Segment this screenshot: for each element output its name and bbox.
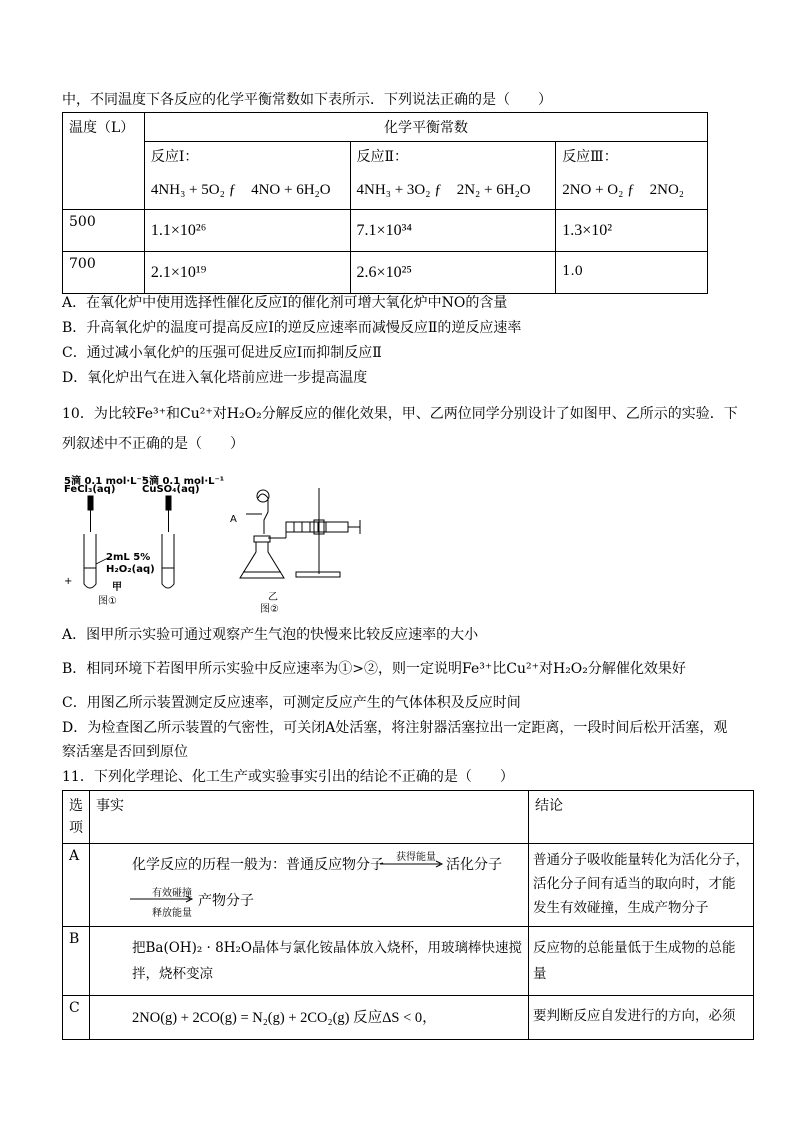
experiment-figure	[62, 468, 362, 618]
row-c-option-cell	[63, 996, 90, 1040]
reaction-2-equation: 4NH₃ + 3O₂ ƒ 2N₂ + 6H₂O	[356, 182, 531, 198]
arrow2-label-bottom: 释放能量	[152, 908, 192, 919]
k1-700-cell	[144, 252, 350, 294]
row-a-conclusion-2: 活化分子间有适当的取向时，才能	[532, 876, 736, 892]
fecl3-drops-label: 5滴 0.1 mol·L⁻¹	[64, 476, 147, 487]
conclusion-header: 结论	[534, 798, 563, 814]
fig1-label: 图①	[98, 596, 117, 607]
k3-500-cell	[556, 210, 708, 252]
reaction-3-name: 反应Ⅲ：	[562, 149, 618, 165]
row-a-conclusion-3: 发生有效碰撞，生成产物分子	[532, 900, 709, 916]
k2-500-cell	[350, 210, 556, 252]
row-a-fact-start: 化学反应的历程一般为：普通反应物分子	[132, 857, 384, 873]
q10-option-d-line2: 察活塞是否回到原位	[62, 744, 188, 760]
reaction-2-name: 反应Ⅱ：	[356, 149, 409, 165]
arrow2-label-top: 有效碰撞	[152, 888, 192, 899]
row-a-fact-mid: 活化分子	[446, 857, 502, 873]
fig2-label: 图②	[260, 604, 279, 615]
temp-header: 温度（L）	[69, 120, 135, 136]
reaction-1-name: 反应Ⅰ：	[150, 149, 199, 165]
dropper-2-icon	[166, 496, 171, 532]
row-b-conclusion-cell	[528, 927, 753, 996]
row-c-fact-cell	[90, 996, 529, 1040]
conclusion-table	[62, 790, 754, 1040]
q10-option-c: C．用图乙所示装置测定反应速率，可测定反应产生的气体体积及反应时间	[62, 695, 521, 711]
k3-700: 1.0	[562, 264, 583, 279]
k3-700-cell	[556, 252, 708, 294]
equilibrium-constant-table	[62, 112, 708, 294]
k2-700-cell	[350, 252, 556, 294]
temp-700: 700	[69, 256, 96, 272]
q11-stem: 11．下列化学理论、化工生产或实验事实引出的结论不正确的是（ ）	[62, 769, 514, 785]
k3-500: 1.3×10²	[562, 222, 613, 239]
row-a-conclusion-1: 普通分子吸收能量转化为活化分子，	[532, 852, 749, 868]
arrow-right-icon	[130, 894, 196, 904]
arrow-right-icon	[380, 858, 446, 868]
q9-option-b: B．升高氧化炉的温度可提高反应Ⅰ的逆反应速率而减慢反应Ⅱ的逆反应速率	[62, 320, 522, 336]
row-b-option: B	[69, 931, 80, 947]
row-c-conclusion-cell	[528, 996, 753, 1040]
cuso4-label: CuSO₄(aq)	[142, 484, 200, 495]
reaction-1-cell	[144, 142, 350, 210]
q10-option-a: A．图甲所示实验可通过观察产生气泡的快慢来比较反应速率的大小	[62, 627, 479, 643]
group-header-cell	[144, 113, 707, 142]
temp-500: 500	[69, 214, 96, 230]
reaction-3-equation: 2NO + O₂ ƒ 2NO₂	[562, 182, 685, 198]
k1-700: 2.1×10¹⁹	[150, 264, 207, 281]
row-a-option: A	[69, 848, 80, 864]
reaction-2-cell	[350, 142, 556, 210]
dropper-1-icon	[88, 496, 93, 532]
fecl3-label: FeCl₃(aq)	[64, 484, 116, 495]
row-b-conclusion-1: 反应物的总能量低于生成物的总能	[532, 940, 736, 956]
row-a-fact-end: 产物分子	[198, 893, 254, 909]
reaction-3-cell	[556, 142, 708, 210]
option-header-cell	[63, 791, 90, 844]
yi-label: 乙	[268, 592, 278, 603]
row-b-fact-cell	[90, 927, 529, 996]
apparatus-drawing	[62, 468, 362, 618]
row-c-option: C	[69, 1000, 80, 1016]
k1-500: 1.1×10²⁶	[150, 222, 207, 239]
arrow1-label: 获得能量	[396, 852, 436, 863]
row-a-option-cell	[63, 844, 90, 927]
temp-header-cell	[63, 113, 145, 210]
q9-option-c: C．通过减小氧化炉的压强可促进反应Ⅰ而抑制反应Ⅱ	[62, 345, 382, 361]
temp-700-cell	[63, 252, 145, 294]
row-c-conclusion: 要判断反应自发进行的方向，必须	[532, 1008, 736, 1024]
q10-option-d-line1: D．为检查图乙所示装置的气密性，可关闭A处活塞，将注射器活塞拉出一定距离，一段时间后松开活塞，观	[62, 720, 728, 736]
option-header-2: 项	[69, 820, 83, 836]
k1-500-cell	[144, 210, 350, 252]
valve-a-label: A	[230, 514, 237, 525]
h2o2-amount-label: 2mL 5%	[106, 552, 151, 563]
cuso4-drops-label: 5滴 0.1 mol·L⁻¹	[142, 476, 225, 487]
row-a-fact-cell	[90, 844, 529, 927]
row-b-fact-1: 把Ba(OH)₂ · 8H₂O晶体与氯化铵晶体放入烧杯，用玻璃棒快速搅	[132, 940, 522, 956]
test-tube-2-icon	[162, 534, 174, 588]
row-b-fact-2: 拌，烧杯变凉	[132, 966, 213, 982]
q9-option-a: A．在氧化炉中使用选择性催化反应Ⅰ的催化剂可增大氧化炉中NO的含量	[62, 295, 508, 311]
temp-500-cell	[63, 210, 145, 252]
group-header: 化学平衡常数	[383, 120, 468, 136]
fact-header: 事实	[96, 798, 124, 814]
test-tube-1-icon	[84, 534, 96, 588]
h2o2-label: H₂O₂(aq)	[106, 564, 155, 575]
jia-label: 甲	[112, 582, 122, 593]
conclusion-header-cell	[528, 791, 753, 844]
row-b-conclusion-2: 量	[532, 966, 547, 982]
plus-label: +	[64, 576, 73, 587]
row-b-option-cell	[63, 927, 90, 996]
k2-700: 2.6×10²⁵	[356, 264, 412, 281]
q10-stem-line1: 10．为比较Fe³⁺和Cu²⁺对H₂O₂分解反应的催化效果，甲、乙两位同学分别设计了如图甲、乙所示的实验．下	[62, 406, 738, 422]
q10-option-b: B．相同环境下若图甲所示实验中反应速率为①>②，则一定说明Fe³⁺比Cu²⁺对H₂O₂分解催化效果好	[62, 661, 686, 677]
row-c-fact: 2NO(g) + 2CO(g) = N₂(g) + 2CO₂(g) 反应ΔS < 0，	[132, 1010, 437, 1026]
k2-500: 7.1×10³⁴	[356, 222, 412, 239]
q9-option-d: D．氧化炉出气在进入氧化塔前应进一步提高温度	[62, 370, 368, 386]
reaction-1-equation: 4NH₃ + 5O₂ ƒ 4NO + 6H₂O	[150, 182, 331, 198]
q10-stem-line2: 列叙述中不正确的是（ ）	[62, 436, 244, 452]
flask-apparatus-icon	[240, 488, 360, 578]
fact-header-cell	[90, 791, 529, 844]
row-a-conclusion-cell	[528, 844, 753, 927]
q9-intro: 中，不同温度下各反应的化学平衡常数如下表所示．下列说法正确的是（ ）	[62, 92, 552, 108]
option-header-1: 选	[69, 798, 83, 814]
